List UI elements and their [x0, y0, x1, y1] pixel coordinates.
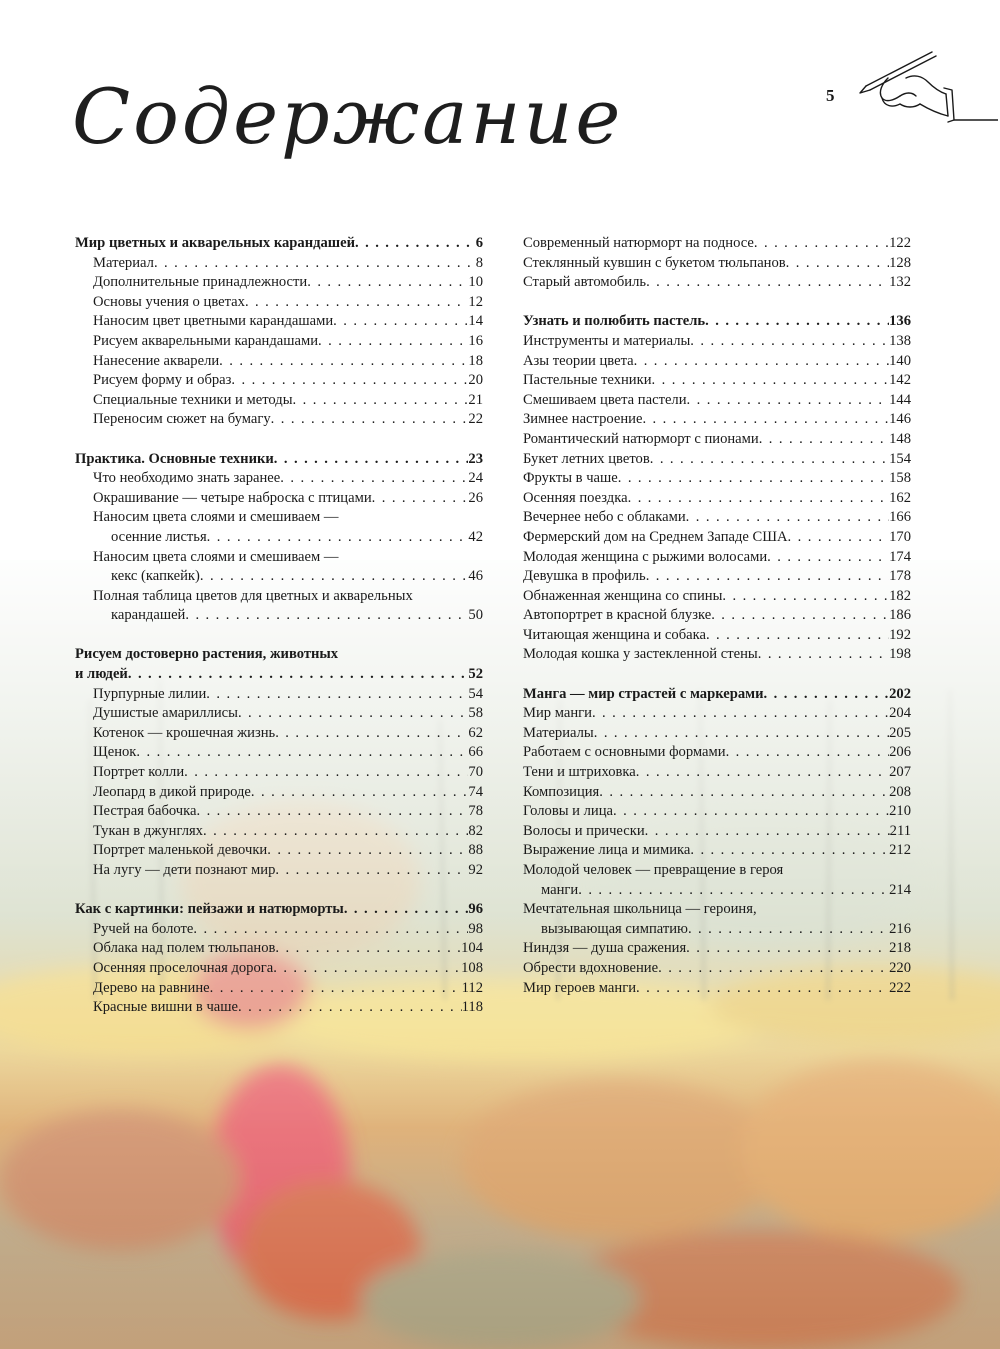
- toc-entry[interactable]: [75, 783, 483, 803]
- toc-section-heading[interactable]: [75, 234, 483, 254]
- dot-leader: [318, 332, 468, 352]
- toc-entry-title-line: Мечтательная школьница — героиня,: [523, 901, 757, 918]
- toc-entry-title: Тукан в джунглях: [93, 822, 203, 839]
- toc-section: [523, 685, 911, 999]
- toc-entry-title: Осенняя проселочная дорога: [93, 959, 274, 976]
- dot-leader: [196, 802, 468, 822]
- toc-page-number: 148: [889, 430, 911, 447]
- toc-page-number: 88: [468, 842, 483, 859]
- dot-leader: [646, 567, 889, 587]
- toc-entry-title: Пестрая бабочка: [93, 803, 197, 820]
- toc-right-column: [523, 234, 911, 1018]
- toc-section-heading[interactable]: [523, 312, 911, 332]
- toc-entry-title: Букет летних цветов: [523, 450, 650, 467]
- toc-page-number: 218: [889, 940, 911, 957]
- dot-leader: [690, 841, 889, 861]
- dot-leader: [652, 371, 890, 391]
- toc-entry[interactable]: [523, 939, 911, 959]
- toc-page-number: 22: [468, 411, 483, 428]
- toc-entry[interactable]: [75, 704, 483, 724]
- dot-leader: [251, 783, 468, 803]
- toc-entry[interactable]: [75, 469, 483, 489]
- toc-page-number: 174: [889, 548, 911, 565]
- dot-leader: [711, 606, 889, 626]
- toc-page-number: 162: [889, 489, 911, 506]
- toc-entry-title-line: Рисуем достоверно растения, животных: [75, 646, 339, 663]
- toc-entry-title: Красные вишни в чаше: [93, 999, 239, 1016]
- toc-entry-title: Наносим цвет цветными карандашами: [93, 313, 334, 330]
- toc-page-number: 158: [889, 470, 911, 487]
- toc-page-number: 220: [889, 959, 911, 976]
- toc-page-number: 108: [461, 959, 483, 976]
- dot-leader: [280, 469, 468, 489]
- dot-leader: [193, 920, 468, 940]
- toc-entry[interactable]: [75, 254, 483, 274]
- toc-page-number: 204: [889, 705, 911, 722]
- toc-entry-title: Материалы: [523, 724, 594, 741]
- toc-entry[interactable]: [75, 802, 483, 822]
- toc-entry[interactable]: [523, 841, 911, 861]
- toc-page-number: 138: [889, 332, 911, 349]
- toc-entry[interactable]: [75, 273, 483, 293]
- dot-leader: [200, 567, 469, 587]
- toc-section: [75, 450, 483, 626]
- dot-leader: [686, 508, 889, 528]
- toc-entry-title: Молодая кошка у застекленной стены: [523, 646, 758, 663]
- toc-entry-title: Облака над полем тюльпанов: [93, 940, 276, 957]
- toc-page-number: 26: [468, 489, 483, 506]
- toc-entry[interactable]: [523, 822, 911, 842]
- toc-page-number: 50: [468, 607, 483, 624]
- dot-leader: [646, 273, 889, 293]
- toc-page-number: 52: [468, 666, 483, 683]
- dot-leader: [706, 626, 889, 646]
- toc-entry-title: Работаем с основными формами: [523, 744, 726, 761]
- dot-leader: [344, 900, 469, 920]
- toc-page-number: 18: [468, 352, 483, 369]
- toc-page-number: 182: [889, 587, 911, 604]
- toc-entry[interactable]: [75, 332, 483, 352]
- toc-entry[interactable]: [523, 410, 911, 430]
- toc-entry[interactable]: [523, 450, 911, 470]
- toc-page-number: 146: [889, 411, 911, 428]
- toc-entry[interactable]: [523, 430, 911, 450]
- toc-entry[interactable]: [523, 508, 911, 528]
- dot-leader: [634, 352, 890, 372]
- dot-leader: [185, 606, 468, 626]
- toc-entry-title: Окрашивание — четыре наброска с птицами: [93, 489, 372, 506]
- toc-entry[interactable]: [75, 489, 483, 509]
- toc-page-number: 16: [468, 332, 483, 349]
- toc-entry[interactable]: [75, 939, 483, 959]
- toc-page-number: 216: [889, 920, 911, 937]
- toc-entry-title: Молодая женщина с рыжими волосами: [523, 548, 768, 565]
- toc-entry-title: и людей: [75, 666, 128, 683]
- dot-leader: [636, 763, 889, 783]
- toc-section: [75, 234, 483, 430]
- dot-leader: [759, 430, 889, 450]
- toc-page-number: 122: [889, 235, 911, 251]
- toc-entry-title: Азы теории цвета: [523, 352, 634, 369]
- toc-entry-title: Мир манги: [523, 705, 592, 722]
- dot-leader: [210, 979, 462, 999]
- toc-entry-title: Тени и штриховка: [523, 764, 636, 781]
- toc-entry[interactable]: [523, 724, 911, 744]
- toc-page-number: 198: [889, 646, 911, 663]
- toc-page-number: 6: [475, 235, 483, 251]
- toc-page-number: 12: [468, 293, 483, 310]
- toc-page-number: 206: [889, 744, 911, 761]
- dot-leader: [594, 724, 889, 744]
- toc-entry-title-line: Наносим цвета слоями и смешиваем —: [93, 548, 339, 565]
- toc-page-number: 202: [889, 685, 911, 702]
- toc-entry[interactable]: [523, 743, 911, 763]
- dot-leader: [642, 410, 889, 430]
- toc-entry[interactable]: [523, 802, 911, 822]
- toc-entry[interactable]: [523, 645, 911, 665]
- toc-entry-multiline[interactable]: [75, 508, 483, 547]
- toc-entry-title: Головы и лица: [523, 803, 614, 820]
- toc-page-number: 82: [468, 822, 483, 839]
- toc-page-number: 140: [889, 352, 911, 369]
- toc-entry-title: Мир цветных и акварельных карандашей: [75, 235, 356, 251]
- toc-entry-title-line: Молодой человек — превращение в героя: [523, 862, 784, 878]
- dot-leader: [245, 293, 468, 313]
- toc-entry[interactable]: [75, 959, 483, 979]
- dot-leader: [690, 332, 889, 352]
- toc-entry[interactable]: [523, 567, 911, 587]
- toc-entry[interactable]: [523, 979, 911, 999]
- dot-leader: [645, 822, 890, 842]
- toc-entry-title: Читающая женщина и собака: [523, 626, 706, 643]
- dot-leader: [705, 312, 889, 332]
- dot-leader: [355, 234, 476, 254]
- dot-leader: [658, 959, 889, 979]
- toc-entry-title: Нанесение акварели: [93, 352, 220, 369]
- toc-page-number: 104: [461, 940, 483, 957]
- toc-page-number: 208: [889, 783, 911, 800]
- toc-page-number: 144: [889, 391, 911, 408]
- toc-entry-title: Как с картинки: пейзажи и натюрморты: [75, 901, 344, 918]
- toc-entry[interactable]: [523, 626, 911, 646]
- toc-entry-title: осенние листья: [111, 528, 207, 545]
- toc-page-number: 58: [468, 705, 483, 722]
- toc-entry[interactable]: [75, 763, 483, 783]
- dot-leader: [333, 312, 468, 332]
- toc-entry[interactable]: [75, 371, 483, 391]
- toc-page-number: 178: [889, 568, 911, 585]
- toc-entry-multiline[interactable]: [523, 861, 911, 900]
- toc-page-number: 8: [475, 254, 483, 271]
- dot-leader: [293, 391, 469, 411]
- dot-leader: [267, 841, 468, 861]
- toc-entry-title: Котенок — крошечная жизнь: [93, 724, 276, 741]
- toc-entry-title: Романтический натюрморт с пионами: [523, 430, 759, 447]
- toc-page-number: 20: [468, 372, 483, 389]
- toc-entry-title: Рисуем форму и образ: [93, 372, 232, 389]
- toc-entry-title: Пастельные техники: [523, 372, 652, 389]
- toc-section: [523, 312, 911, 665]
- toc-page-number: 23: [468, 450, 483, 467]
- toc-page-number: 214: [889, 881, 911, 898]
- toc-page-number: 142: [889, 372, 911, 389]
- toc-entry-title: Портрет маленькой девочки: [93, 842, 268, 859]
- toc-entry-title: карандашей: [111, 607, 186, 624]
- dot-leader: [722, 587, 889, 607]
- toc-entry[interactable]: [523, 528, 911, 548]
- toc-entry[interactable]: [523, 489, 911, 509]
- toc-entry-title: Смешиваем цвета пастели: [523, 391, 687, 408]
- page-title: Содержание: [72, 72, 624, 161]
- toc-page-number: 154: [889, 450, 911, 467]
- dot-leader: [307, 273, 468, 293]
- toc-entry-title-line: Наносим цвета слоями и смешиваем —: [93, 509, 339, 526]
- toc-page-number: 211: [889, 822, 911, 839]
- toc-entry[interactable]: [75, 685, 483, 705]
- toc-section: [75, 645, 483, 880]
- toc-page-number: 46: [468, 568, 483, 585]
- dot-leader: [238, 704, 468, 724]
- toc-entry-title: Мир героев манги: [523, 979, 637, 996]
- toc-entry-title: Переносим сюжет на бумагу: [93, 411, 271, 428]
- toc-entry-title: Ручей на болоте: [93, 920, 194, 937]
- toc-page-number: 186: [889, 607, 911, 624]
- toc-entry[interactable]: [523, 704, 911, 724]
- dot-leader: [788, 528, 890, 548]
- toc-page-number: 207: [889, 764, 911, 781]
- toc-entry[interactable]: [523, 371, 911, 391]
- toc-entry-title: Материал: [93, 254, 154, 271]
- dot-leader: [726, 743, 890, 763]
- dot-leader: [618, 469, 889, 489]
- toc-entry-title: манги: [541, 881, 579, 898]
- toc-page-number: 96: [468, 901, 483, 918]
- toc-entry-title: Вечернее небо с облаками: [523, 509, 686, 526]
- toc-entry[interactable]: [75, 352, 483, 372]
- toc-entry-title: Девушка в профиль: [523, 568, 646, 585]
- toc-entry-title-line: Полная таблица цветов для цветных и акварельных: [93, 587, 413, 604]
- toc-entry[interactable]: [75, 410, 483, 430]
- toc-entry-title: Зимнее настроение: [523, 411, 643, 428]
- toc-entry-title: Специальные техники и методы: [93, 391, 293, 408]
- toc-entry-title: кекс (капкейк): [111, 568, 200, 585]
- toc-entry-title: Инструменты и материалы: [523, 332, 691, 349]
- toc-entry[interactable]: [75, 822, 483, 842]
- dot-leader: [687, 391, 890, 411]
- toc-page-number: 24: [468, 470, 483, 487]
- toc-entry[interactable]: [523, 391, 911, 411]
- dot-leader: [599, 783, 889, 803]
- toc-page-number: 132: [889, 274, 911, 291]
- dot-leader: [154, 254, 476, 274]
- toc-entry[interactable]: [75, 312, 483, 332]
- toc-entry[interactable]: [75, 724, 483, 744]
- toc-page-number: 14: [468, 313, 483, 330]
- toc-entry[interactable]: [75, 979, 483, 999]
- toc-entry-title: Дополнительные принадлежности: [93, 274, 308, 291]
- toc-entry-title: Старый автомобиль: [523, 274, 647, 291]
- toc-section-heading[interactable]: [523, 685, 911, 705]
- toc-section-heading[interactable]: [75, 450, 483, 470]
- toc-page-number: 74: [468, 783, 483, 800]
- toc-entry-title: Волосы и прически: [523, 822, 645, 839]
- toc-entry[interactable]: [75, 998, 483, 1018]
- toc-page-number: 166: [889, 509, 911, 526]
- toc-entry[interactable]: [523, 273, 911, 293]
- dot-leader: [786, 254, 889, 274]
- toc-entry[interactable]: [75, 391, 483, 411]
- toc-entry-title: Что необходимо знать заранее: [93, 470, 281, 487]
- dot-leader: [271, 410, 469, 430]
- toc-page-number: 112: [461, 979, 483, 996]
- toc-entry-title: Фермерский дом на Среднем Западе США: [523, 528, 788, 545]
- toc-entry-multiline[interactable]: [75, 548, 483, 587]
- toc-page-number: 54: [468, 685, 483, 702]
- dot-leader: [767, 548, 889, 568]
- toc-page-number: 212: [889, 842, 911, 859]
- toc-entry[interactable]: [523, 587, 911, 607]
- dot-leader: [628, 489, 890, 509]
- hand-with-pencil-icon: [848, 48, 998, 132]
- dot-leader: [592, 704, 889, 724]
- dot-leader: [128, 665, 469, 685]
- toc-entry-title: Практика. Основные техники: [75, 450, 274, 467]
- dot-leader: [219, 352, 468, 372]
- toc-entry[interactable]: [523, 548, 911, 568]
- toc-page-number: 62: [468, 724, 483, 741]
- toc-entry-title: Обрести вдохновение: [523, 959, 659, 976]
- toc-entry-title: Манга — мир страстей с маркерами: [523, 685, 764, 702]
- toc-page-number: 92: [468, 862, 483, 878]
- dot-leader: [136, 743, 468, 763]
- toc-entry[interactable]: [523, 606, 911, 626]
- toc-entry-title: Стеклянный кувшин с букетом тюльпанов: [523, 254, 786, 271]
- dot-leader: [203, 822, 468, 842]
- toc-page-number: 192: [889, 626, 911, 643]
- toc-section: [75, 900, 483, 1018]
- toc-entry[interactable]: [523, 234, 911, 254]
- toc-entry-title: вызывающая симпатию: [541, 920, 688, 937]
- toc-page-number: 128: [889, 254, 911, 271]
- toc-entry-title: Современный натюрморт на подносе: [523, 235, 754, 251]
- toc-entry-title: Рисуем акварельными карандашами: [93, 332, 319, 349]
- toc-page-number: 210: [889, 803, 911, 820]
- page-number: 5: [826, 86, 835, 105]
- toc-entry-multiline[interactable]: [523, 900, 911, 939]
- toc-page-number: 78: [468, 803, 483, 820]
- toc-entry-title: Дерево на равнине: [93, 979, 210, 996]
- toc-entry-title: Ниндзя — душа сражения: [523, 940, 687, 957]
- toc-page-number: 70: [468, 764, 483, 781]
- dot-leader: [275, 861, 468, 881]
- toc-page-number: 21: [468, 391, 483, 408]
- toc-entry[interactable]: [523, 332, 911, 352]
- toc-entry[interactable]: [75, 293, 483, 313]
- toc-entry-title: Пурпурные лилии: [93, 685, 207, 702]
- toc-entry-title: Основы учения о цветах: [93, 293, 245, 310]
- toc-entry-title: Узнать и полюбить пастель: [523, 313, 706, 330]
- toc-entry-title: Композиция: [523, 783, 600, 800]
- toc-entry[interactable]: [523, 469, 911, 489]
- toc-page-number: 205: [889, 724, 911, 741]
- toc-page-number: 136: [889, 313, 911, 330]
- dot-leader: [686, 939, 889, 959]
- toc-entry-title: Автопортрет в красной блузке: [523, 607, 712, 624]
- toc-page-number: 10: [468, 274, 483, 291]
- dot-leader: [613, 802, 889, 822]
- dot-leader: [207, 528, 469, 548]
- dot-leader: [372, 489, 469, 509]
- dot-leader: [184, 763, 468, 783]
- toc-entry[interactable]: [523, 763, 911, 783]
- dot-leader: [231, 371, 468, 391]
- dot-leader: [578, 881, 889, 901]
- dot-leader: [636, 979, 889, 999]
- dot-leader: [274, 450, 469, 470]
- dot-leader: [764, 685, 890, 705]
- toc-entry[interactable]: [75, 841, 483, 861]
- toc-entry[interactable]: [523, 254, 911, 274]
- dot-leader: [238, 998, 462, 1018]
- toc-section-continued: [523, 234, 911, 293]
- dot-leader: [275, 939, 461, 959]
- dot-leader: [650, 450, 889, 470]
- toc-entry[interactable]: [523, 352, 911, 372]
- toc-entry-title: Душистые амариллисы: [93, 705, 238, 722]
- toc-entry-title: Осенняя поездка: [523, 489, 628, 506]
- dot-leader: [273, 959, 461, 979]
- toc-entry-title: Леопард в дикой природе: [93, 783, 251, 800]
- toc-entry-title: Портрет колли: [93, 764, 185, 781]
- toc-page-number: 222: [889, 979, 911, 996]
- toc-entry-multiline[interactable]: [75, 587, 483, 626]
- toc-entry[interactable]: [75, 743, 483, 763]
- toc-entry[interactable]: [75, 861, 483, 881]
- toc-entry-title: Фрукты в чаше: [523, 470, 618, 487]
- toc-section-heading-multiline[interactable]: [75, 645, 483, 684]
- toc-entry-title: На лугу — дети познают мир: [93, 862, 276, 878]
- toc-page-number: 170: [889, 528, 911, 545]
- toc-entry[interactable]: [523, 959, 911, 979]
- toc-left-column: [75, 234, 483, 1037]
- dot-leader: [754, 234, 889, 254]
- toc-page-number: 98: [468, 920, 483, 937]
- toc-page-number: 66: [468, 744, 483, 761]
- dot-leader: [275, 724, 468, 744]
- toc-entry-title: Обнаженная женщина со спины: [523, 587, 723, 604]
- toc-page-number: 42: [468, 528, 483, 545]
- dot-leader: [688, 920, 889, 940]
- toc-page-number: 118: [461, 999, 483, 1016]
- dot-leader: [206, 685, 468, 705]
- dot-leader: [758, 645, 889, 665]
- toc-entry[interactable]: [75, 920, 483, 940]
- toc-entry-title: Щенок: [93, 744, 137, 761]
- toc-entry[interactable]: [523, 783, 911, 803]
- toc-section-heading[interactable]: [75, 900, 483, 920]
- toc-entry-title: Выражение лица и мимика: [523, 842, 691, 859]
